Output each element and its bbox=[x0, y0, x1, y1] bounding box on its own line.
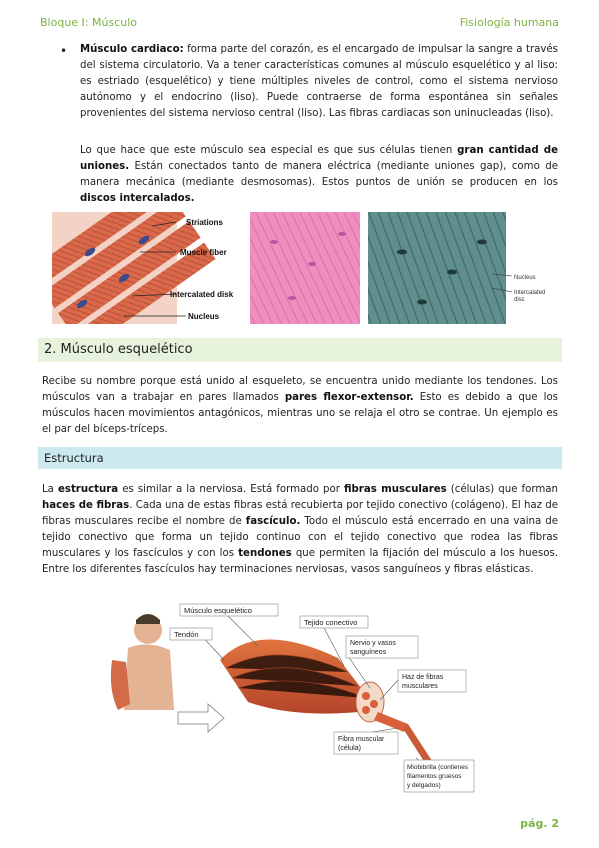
blue-micrograph bbox=[368, 212, 506, 324]
cardiac-paragraph-2: Lo que hace que este músculo sea especial es que sus células tienen gran cantidad de uniones. Están conectados tanto de manera eléctrica (mediante uniones gap), como de manera mecánica (mediante desmosomas). Estos puntos de unión se producen en los discos intercalados. bbox=[80, 145, 558, 204]
label-miofibrilla-3: y delgados) bbox=[407, 782, 441, 789]
skeletal-paragraph: Recibe su nombre porque está unido al esqueleto, se encuentra unido mediante los tendones. Los músculos van a trabajar en pares llamados pares flexor-extensor. Esto es debido a que los músculos hacen movimientos antagónicos, mientras uno se relaja el otro se contrae. Un ejemplo es el par del bíceps-tríceps. bbox=[42, 376, 558, 435]
bullet-icon: • bbox=[60, 44, 68, 58]
label-haz-fibras-2: musculares bbox=[402, 683, 438, 690]
micro-label-intercalated: Intercalated bbox=[514, 290, 546, 296]
skeletal-muscle-figure bbox=[108, 600, 476, 800]
cardiac-paragraph: Músculo cardiaco: forma parte del corazón, es el encargado de impulsar la sangre a través del sistema circulatorio. Va a tener características comunes al músculo esquelético y al liso: es estriado (esquelético) y tiene múltiples niveles de control, como el sistema nervioso autónomo y el endocrino (liso). Puede contraerse de forma espontánea sin señales provenientes del sistema nervioso central (liso). Las fibras cardiacas son uninucleadas (liso). bbox=[80, 44, 558, 119]
page-number: pág. 2 bbox=[520, 817, 559, 830]
label-nucleus: Nucleus bbox=[188, 312, 220, 321]
cardiac-term: Músculo cardiaco: bbox=[80, 44, 184, 55]
header-subject: Fisiología humana bbox=[459, 16, 559, 29]
section-heading-skeletal: 2. Músculo esquelético bbox=[38, 338, 562, 362]
label-haz-fibras-1: Haz de fibras bbox=[402, 674, 444, 681]
muscle-bundle-drawing bbox=[220, 639, 438, 774]
header-chapter: Bloque I: Músculo bbox=[40, 16, 137, 29]
label-fibra-muscular-1: Fibra muscular bbox=[338, 736, 385, 743]
label-miofibrilla-2: filamentos gruesos bbox=[407, 773, 462, 780]
label-tendon: Tendón bbox=[174, 630, 199, 639]
label-nervio-vasos-1: Nervio y vasos bbox=[350, 640, 396, 647]
label-striations: Striations bbox=[186, 218, 223, 227]
label-intercalated-disk: Intercalated disk bbox=[170, 290, 234, 299]
label-musculo-esqueletico: Músculo esquelético bbox=[184, 606, 252, 615]
label-miofibrilla-1: Miobibrilla (contienes bbox=[407, 764, 469, 771]
cardiac-muscle-figure bbox=[52, 212, 548, 324]
label-tejido-conectivo: Tejido conectivo bbox=[304, 618, 358, 627]
human-arm-drawing bbox=[111, 614, 174, 710]
micro-label-disc: disc bbox=[514, 297, 525, 303]
label-fibra-muscular-2: (célula) bbox=[338, 745, 361, 752]
label-muscle-fiber: Muscle fiber bbox=[180, 248, 227, 257]
label-nervio-vasos-2: sanguíneos bbox=[350, 649, 387, 656]
structure-paragraph: La estructura es similar a la nerviosa. Está formado por fibras musculares (células) que forman haces de fibras. Cada una de estas fibras está recubierta por tejido conectivo (colágeno). El haz de fibras musculares recibe el nombre de fascículo. Todo el músculo está encerrado en una vaina de tejido conectivo que forma un tejido continuo con el tejido conectivo que rodea las fibras musculares y los fascículos y con los tendones que permiten la fijación del músculo a los huesos. Entre los diferentes fascículos hay terminaciones nerviosas, vasos sanguíneos y fibras elásticas. bbox=[42, 484, 558, 575]
subsection-heading-structure: Estructura bbox=[38, 447, 562, 469]
micro-label-nucleus: Nucleus bbox=[514, 275, 536, 281]
pink-micrograph bbox=[250, 212, 360, 324]
